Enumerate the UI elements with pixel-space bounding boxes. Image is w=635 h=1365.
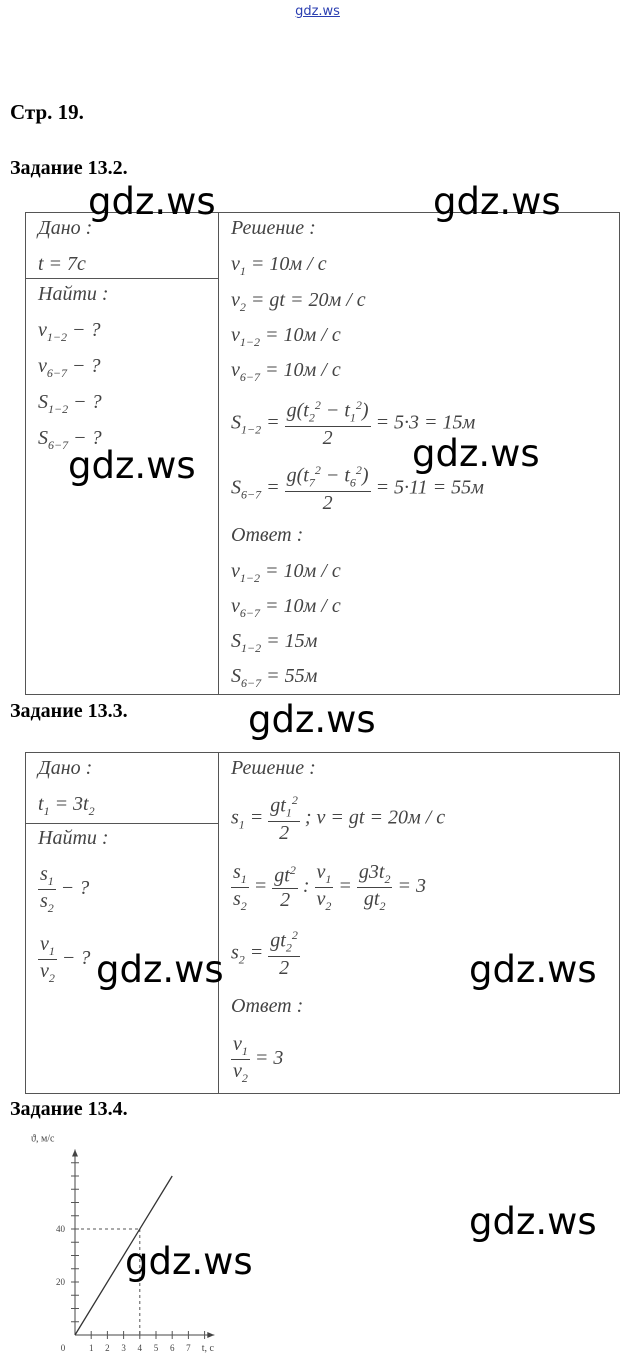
task-13-3-title: Задание 13.3. [10, 700, 128, 722]
dano-label-2: Дано : [38, 757, 93, 779]
ans-s67: $S_{6-7} = 55м$ [231, 665, 318, 690]
ans-v67: $v_{6-7} = 10м / с$ [231, 595, 341, 620]
y-tick-label: 20 [56, 1277, 65, 1287]
x-tick-label: 7 [186, 1343, 191, 1353]
watermark: gdz.ws [88, 180, 216, 223]
site-link[interactable]: gdz.ws [295, 4, 340, 19]
x-axis-arrow [207, 1332, 214, 1338]
sol-v2: $v_2$ = gt = 20м / с [231, 289, 366, 314]
watermark: gdz.ws [125, 1240, 253, 1283]
find-s-ratio: $\frac{s_1}{s_2}$ − ? [40, 863, 90, 915]
x-tick-label: 3 [121, 1343, 126, 1353]
sol-s12: $S_{1-2}$ = $\frac{g(t_2^2 - t_1^2)}{2}$ = 5·3 = 15м [231, 398, 476, 449]
sol-v12: $v_{1-2} = 10м / с$ [231, 324, 341, 349]
sol-v67: $v_{6-7} = 10м / с$ [231, 359, 341, 384]
x-tick-label: 6 [169, 1343, 175, 1353]
sol-s1: $s_1$ = $\frac{gt_1^2}{2}$ ; v = gt = 20м / с [231, 793, 446, 844]
x-tick-label: 4 [137, 1343, 143, 1353]
task-13-3-table [25, 752, 620, 1094]
find-label-2: Найти : [38, 827, 109, 849]
y-axis-arrow [72, 1150, 78, 1157]
find-s67: $S_{6-7}$ − ? [38, 427, 102, 452]
y-tick-label: 40 [56, 1224, 65, 1234]
sol-ratio: $\frac{s_1}{s_2}$ = $\frac{gt^2}{2}$ : $\frac{v_1}{v_2}$ = $\frac{g3t_2}{gt_2}$ = 3 [233, 861, 426, 913]
watermark: gdz.ws [433, 180, 561, 223]
find-v-ratio: $\frac{v_1}{v_2}$ − ? [40, 933, 91, 985]
watermark: gdz.ws [412, 432, 540, 475]
solution-label-2: Решение : [231, 757, 316, 779]
watermark: gdz.ws [248, 698, 376, 741]
find-v67: $v_{6-7}$ − ? [38, 355, 101, 380]
watermark: gdz.ws [469, 1200, 597, 1243]
watermark: gdz.ws [68, 444, 196, 487]
solution-label: Решение : [231, 217, 316, 239]
sol-s67: $S_{6-7}$ = $\frac{g(t_7^2 - t_6^2)}{2}$ = 5·11 = 55м [231, 463, 484, 514]
x-tick-label: 0 [60, 1343, 66, 1353]
x-tick-label: 1 [88, 1343, 94, 1353]
given-t: t = 7c [38, 253, 86, 275]
dano-label: Дано : [38, 217, 93, 239]
find-label: Найти : [38, 283, 109, 305]
answer-label-2: Ответ : [231, 995, 304, 1017]
x-tick-label: 5 [153, 1343, 159, 1353]
page-reference: Стр. 19. [10, 100, 84, 124]
task-13-2-title: Задание 13.2. [10, 157, 128, 179]
find-v12: $v_{1-2}$ − ? [38, 319, 101, 344]
watermark: gdz.ws [469, 948, 597, 991]
ans-v-ratio: $\frac{v_1}{v_2}$ = 3 [233, 1033, 284, 1085]
x-axis-label: t, c [201, 1343, 214, 1354]
ans-s12: $S_{1-2} = 15м$ [231, 630, 318, 655]
sol-v1: $v_1 = 10м / с$ [231, 253, 327, 278]
given-t1: $t_1 = 3t_2$ [38, 793, 95, 818]
sol-s2: $s_2$ = $\frac{gt_2^2}{2}$ [231, 928, 298, 979]
y-axis-label: ϑ, м/с [31, 1133, 55, 1145]
x-tick-label: 2 [105, 1343, 110, 1353]
task-13-4-title: Задание 13.4. [10, 1098, 128, 1120]
find-s12: $S_{1-2}$ − ? [38, 391, 102, 416]
answer-label: Ответ : [231, 524, 304, 546]
watermark: gdz.ws [96, 948, 224, 991]
ans-v12: $v_{1-2} = 10м / с$ [231, 560, 341, 585]
